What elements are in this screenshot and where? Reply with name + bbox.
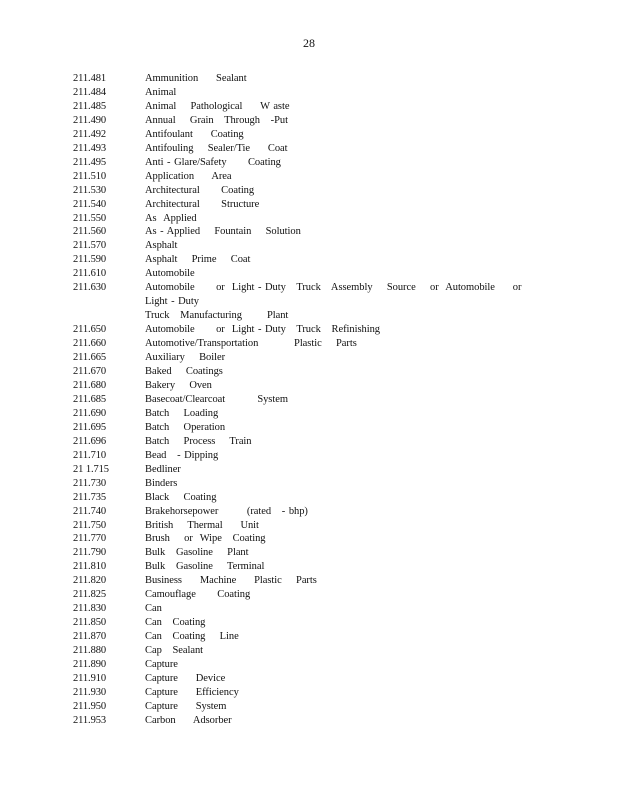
- section-number: 211.730: [73, 477, 107, 489]
- section-number: 211.820: [73, 575, 107, 587]
- term: Animal Pathological W aste: [145, 100, 290, 112]
- definition-entry: [73, 644, 553, 658]
- section-number: 211.930: [73, 686, 107, 698]
- definition-entry: [73, 449, 553, 463]
- section-number: 211.660: [73, 338, 107, 350]
- term: Architectural Structure: [145, 198, 260, 210]
- definition-entry: [73, 198, 553, 212]
- section-number: 211.680: [73, 379, 107, 391]
- definition-entry: [73, 72, 553, 86]
- section-number: 211.570: [73, 240, 107, 252]
- section-number: 211.550: [73, 212, 107, 224]
- term: Camouflage Coating: [145, 589, 251, 601]
- section-number: 211.481: [73, 73, 107, 84]
- term: As Applied: [145, 212, 197, 224]
- term: Batch Loading: [145, 407, 219, 419]
- definition-entry: [73, 560, 553, 574]
- section-number: 211.910: [73, 672, 107, 684]
- section-number: 211.484: [73, 86, 107, 98]
- term: Bulk Gasoline Plant: [145, 547, 249, 559]
- definitions-list: [73, 72, 553, 728]
- section-number: 211.950: [73, 700, 107, 712]
- section-number: 211.670: [73, 366, 107, 378]
- term: Automobile: [145, 268, 195, 280]
- section-number: 211.850: [73, 617, 107, 629]
- definition-entry: [73, 142, 553, 156]
- definition-entry: [73, 351, 553, 365]
- definition-entry: [73, 477, 553, 491]
- term: Architectural Coating: [145, 184, 255, 196]
- term: Capture Device: [145, 672, 226, 684]
- term: Black Coating: [145, 491, 217, 503]
- definition-entry: [73, 393, 553, 407]
- term: Brush or Wipe Coating: [145, 533, 266, 545]
- section-number: 211.735: [73, 491, 107, 503]
- definition-entry: [73, 491, 553, 505]
- term: Business Machine Plastic Parts: [145, 575, 317, 587]
- definition-entry: [73, 672, 553, 686]
- term: Bakery Oven: [145, 379, 212, 391]
- term: Brakehorsepower (rated - bhp): [145, 505, 308, 517]
- section-number: 211.510: [73, 170, 107, 182]
- term: Bead - Dipping: [145, 449, 219, 461]
- definition-entry: [73, 239, 553, 253]
- section-number: 211.750: [73, 519, 107, 531]
- definition-entry: [73, 100, 553, 114]
- section-number: 211.870: [73, 631, 107, 643]
- definition-entry: [73, 714, 553, 728]
- section-number: 211.495: [73, 156, 107, 168]
- definition-entry: [73, 281, 553, 323]
- definition-entry: [73, 421, 553, 435]
- section-number: 211.610: [73, 268, 107, 280]
- definition-entry: [73, 686, 553, 700]
- definition-entry: [73, 616, 553, 630]
- term: Basecoat/Clearcoat System: [145, 393, 288, 405]
- section-number: 211.695: [73, 421, 107, 433]
- definition-entry: [73, 184, 553, 198]
- section-number: 211.740: [73, 505, 107, 517]
- definition-entry: [73, 630, 553, 644]
- term: Asphalt: [145, 240, 178, 252]
- definition-entry: [73, 700, 553, 714]
- section-number: 211.493: [73, 142, 107, 154]
- term: Automobile or Light - Duty Truck Assembly Source or Automobile or Light - Duty Truck Manufacturing Plant: [145, 282, 522, 322]
- definition-entry: [73, 379, 553, 393]
- term: Antifoulant Coating: [145, 128, 244, 140]
- term: Can: [145, 603, 162, 615]
- term: Bulk Gasoline Terminal: [145, 561, 265, 573]
- section-number: 211.710: [73, 449, 107, 461]
- section-number: 211.540: [73, 198, 107, 210]
- definition-entry: [73, 170, 553, 184]
- section-number: 211.953: [73, 714, 107, 726]
- section-number: 211.650: [73, 324, 107, 336]
- definition-entry: [73, 225, 553, 239]
- definition-entry: [73, 86, 553, 100]
- section-number: 211.530: [73, 184, 107, 196]
- term: Binders: [145, 477, 178, 489]
- definition-entry: [73, 365, 553, 379]
- section-number: 211.880: [73, 645, 107, 657]
- term: Ammunition Sealant: [145, 73, 247, 84]
- section-number: 211.696: [73, 435, 107, 447]
- section-number: 211.560: [73, 226, 107, 238]
- section-number: 211.492: [73, 128, 107, 140]
- definition-entry: [73, 156, 553, 170]
- term: Asphalt Prime Coat: [145, 254, 251, 266]
- term: Batch Operation: [145, 421, 226, 433]
- definition-entry: [73, 323, 553, 337]
- definition-entry: [73, 532, 553, 546]
- section-number: 211.590: [73, 254, 107, 266]
- section-number: 211.690: [73, 407, 107, 419]
- section-number: 211.810: [73, 561, 107, 573]
- definition-entry: [73, 337, 553, 351]
- definition-entry: [73, 212, 553, 226]
- definition-entry: [73, 546, 553, 560]
- definition-entry: [73, 128, 553, 142]
- section-number: 211.485: [73, 100, 107, 112]
- section-number: 211.790: [73, 547, 107, 559]
- definition-entry: [73, 114, 553, 128]
- definition-entry: [73, 407, 553, 421]
- page-number: 28: [303, 36, 315, 50]
- section-number: 211.685: [73, 393, 107, 405]
- term: Capture: [145, 659, 178, 671]
- section-number: 211.490: [73, 114, 107, 126]
- definition-entry: [73, 602, 553, 616]
- term: Baked Coatings: [145, 366, 223, 378]
- term: Automotive/Transportation Plastic Parts: [145, 338, 357, 350]
- term: Carbon Adsorber: [145, 714, 232, 726]
- definition-entry: [73, 435, 553, 449]
- term: Capture Efficiency: [145, 686, 239, 698]
- term: Annual Grain Through -Put: [145, 114, 288, 126]
- term: Cap Sealant: [145, 645, 204, 657]
- section-number: 211.665: [73, 352, 107, 364]
- term: Can Coating Line: [145, 631, 239, 643]
- definition-entry: [73, 253, 553, 267]
- term: Application Area: [145, 170, 232, 182]
- term: Anti - Glare/Safety Coating: [145, 156, 281, 168]
- term: Antifouling Sealer/Tie Coat: [145, 142, 288, 154]
- term: Bedliner: [145, 463, 181, 475]
- term: Can Coating: [145, 617, 206, 629]
- term: British Thermal Unit: [145, 519, 259, 531]
- term: As - Applied Fountain Solution: [145, 226, 301, 238]
- term: Batch Process Train: [145, 435, 252, 447]
- section-number: 211.890: [73, 659, 107, 671]
- section-number: 211.630: [73, 282, 107, 294]
- section-number: 211.770: [73, 533, 107, 545]
- term: Automobile or Light - Duty Truck Refinishing: [145, 324, 380, 336]
- definition-entry: [73, 463, 553, 477]
- term: Capture System: [145, 700, 227, 712]
- section-number: 21 1.715: [73, 463, 109, 475]
- definition-entry: [73, 574, 553, 588]
- term: Animal: [145, 86, 177, 98]
- definition-entry: [73, 505, 553, 519]
- definition-entry: [73, 658, 553, 672]
- definition-entry: [73, 267, 553, 281]
- definition-entry: [73, 519, 553, 533]
- section-number: 211.830: [73, 603, 107, 615]
- definition-entry: [73, 588, 553, 602]
- term: Auxiliary Boiler: [145, 352, 226, 364]
- section-number: 211.825: [73, 589, 107, 601]
